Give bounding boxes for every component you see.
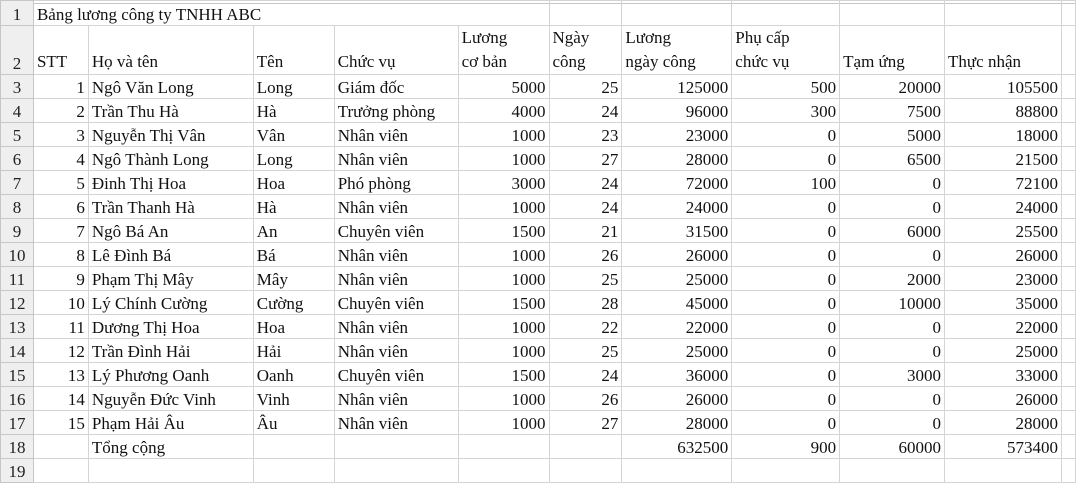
cell[interactable] xyxy=(549,1,622,26)
cell-stt[interactable]: 10 xyxy=(33,291,88,315)
table-row xyxy=(1,363,1076,387)
cell[interactable] xyxy=(1061,75,1075,99)
cell-ngay-cong[interactable]: 27 xyxy=(549,411,622,435)
row-header[interactable]: 13 xyxy=(1,315,34,339)
table-row xyxy=(1,291,1076,315)
header-ten[interactable]: Tên xyxy=(253,26,334,75)
cell-phu-cap[interactable]: 0 xyxy=(732,147,840,171)
cell-thuc-nhan[interactable]: 105500 xyxy=(945,75,1062,99)
cell-tam-ung[interactable]: 10000 xyxy=(840,291,945,315)
cell-luong-ngay-cong[interactable]: 23000 xyxy=(622,123,732,147)
table-row xyxy=(1,99,1076,123)
cell-chuc-vu[interactable]: Nhân viên xyxy=(334,387,458,411)
cell-ten[interactable]: Hà xyxy=(253,99,334,123)
cell-tam-ung[interactable]: 7500 xyxy=(840,99,945,123)
empty-row xyxy=(1,459,1076,483)
cell-phu-cap[interactable]: 0 xyxy=(732,123,840,147)
cell-ho-va-ten[interactable]: Lê Đình Bá xyxy=(88,243,253,267)
cell-tam-ung[interactable]: 0 xyxy=(840,411,945,435)
header-ngay-cong[interactable] xyxy=(549,26,622,75)
cell-ho-va-ten[interactable]: Lý Chính Cường xyxy=(88,291,253,315)
cell[interactable] xyxy=(1061,147,1075,171)
cell-luong-ngay-cong[interactable]: 26000 xyxy=(622,243,732,267)
table-row xyxy=(1,195,1076,219)
cell-ho-va-ten[interactable]: Trần Thu Hà xyxy=(88,99,253,123)
row-header[interactable]: 4 xyxy=(1,99,34,123)
row-header[interactable]: 18 xyxy=(1,435,34,459)
cell[interactable] xyxy=(1061,411,1075,435)
cell-thuc-nhan[interactable]: 21500 xyxy=(945,147,1062,171)
cell[interactable] xyxy=(549,435,622,459)
cell[interactable] xyxy=(1061,195,1075,219)
cell[interactable] xyxy=(1061,267,1075,291)
cell-luong-ngay-cong[interactable]: 45000 xyxy=(622,291,732,315)
cell[interactable] xyxy=(732,459,840,483)
cell-tam-ung[interactable]: 0 xyxy=(840,387,945,411)
cell-phu-cap[interactable]: 100 xyxy=(732,171,840,195)
cell-stt[interactable]: 11 xyxy=(33,315,88,339)
cell-chuc-vu[interactable]: Chuyên viên xyxy=(334,291,458,315)
cell[interactable] xyxy=(1061,123,1075,147)
cell-thuc-nhan[interactable]: 35000 xyxy=(945,291,1062,315)
row-header[interactable]: 15 xyxy=(1,363,34,387)
row-header[interactable]: 10 xyxy=(1,243,34,267)
cell-ten[interactable]: Hải xyxy=(253,339,334,363)
cell-phu-cap[interactable]: 500 xyxy=(732,75,840,99)
cell-tam-ung[interactable]: 6000 xyxy=(840,219,945,243)
cell-ten[interactable]: Hà xyxy=(253,195,334,219)
table-row xyxy=(1,267,1076,291)
cell-stt[interactable]: 6 xyxy=(33,195,88,219)
cell-thuc-nhan[interactable]: 28000 xyxy=(945,411,1062,435)
row-header[interactable]: 17 xyxy=(1,411,34,435)
header-ho-va-ten[interactable]: Họ và tên xyxy=(88,26,253,75)
cell-tam-ung[interactable]: 2000 xyxy=(840,267,945,291)
cell-ho-va-ten[interactable]: Nguyễn Thị Vân xyxy=(88,123,253,147)
cell-stt[interactable]: 15 xyxy=(33,411,88,435)
cell-chuc-vu[interactable]: Chuyên viên xyxy=(334,219,458,243)
header-line: chức vụ xyxy=(735,52,790,71)
cell-stt[interactable]: 1 xyxy=(33,75,88,99)
cell-ten[interactable]: An xyxy=(253,219,334,243)
cell-ho-va-ten[interactable]: Trần Thanh Hà xyxy=(88,195,253,219)
table-row xyxy=(1,147,1076,171)
cell-stt[interactable]: 14 xyxy=(33,387,88,411)
cell-ten[interactable]: Long xyxy=(253,75,334,99)
cell-stt[interactable]: 3 xyxy=(33,123,88,147)
cell-stt[interactable]: 13 xyxy=(33,363,88,387)
row-header[interactable]: 14 xyxy=(1,339,34,363)
cell-tam-ung[interactable]: 0 xyxy=(840,243,945,267)
cell-stt[interactable]: 7 xyxy=(33,219,88,243)
cell-luong-ngay-cong[interactable]: 26000 xyxy=(622,387,732,411)
row-header[interactable]: 9 xyxy=(1,219,34,243)
cell-ho-va-ten[interactable]: Trần Đình Hải xyxy=(88,339,253,363)
cell-chuc-vu[interactable]: Giám đốc xyxy=(334,75,458,99)
cell[interactable] xyxy=(1061,243,1075,267)
cell-ho-va-ten[interactable]: Ngô Văn Long xyxy=(88,75,253,99)
row-2-headers xyxy=(1,26,1076,75)
cell-ngay-cong[interactable]: 28 xyxy=(549,291,622,315)
cell-luong-co-ban[interactable]: 3000 xyxy=(458,171,549,195)
cell[interactable] xyxy=(622,1,732,26)
cell-ngay-cong[interactable]: 24 xyxy=(549,195,622,219)
cell-phu-cap[interactable]: 0 xyxy=(732,339,840,363)
cell-ngay-cong[interactable]: 25 xyxy=(549,75,622,99)
row-header[interactable]: 3 xyxy=(1,75,34,99)
cell-chuc-vu[interactable]: Nhân viên xyxy=(334,267,458,291)
cell-ten[interactable]: Mây xyxy=(253,267,334,291)
cell[interactable] xyxy=(1061,363,1075,387)
cell-luong-ngay-cong[interactable]: 125000 xyxy=(622,75,732,99)
cell-ten[interactable]: Âu xyxy=(253,411,334,435)
cell-luong-ngay-cong[interactable]: 28000 xyxy=(622,147,732,171)
cell[interactable] xyxy=(1061,99,1075,123)
table-row xyxy=(1,219,1076,243)
cell[interactable] xyxy=(334,435,458,459)
cell-ho-va-ten[interactable]: Đinh Thị Hoa xyxy=(88,171,253,195)
cell[interactable] xyxy=(458,459,549,483)
cell-luong-co-ban[interactable]: 5000 xyxy=(458,75,549,99)
cell-luong-co-ban[interactable]: 1000 xyxy=(458,411,549,435)
cell-phu-cap[interactable]: 0 xyxy=(732,243,840,267)
cell-luong-co-ban[interactable]: 1000 xyxy=(458,267,549,291)
cell[interactable] xyxy=(458,1,549,26)
cell-luong-co-ban[interactable]: 1000 xyxy=(458,387,549,411)
cell-ngay-cong[interactable]: 25 xyxy=(549,339,622,363)
cell-thuc-nhan[interactable]: 33000 xyxy=(945,363,1062,387)
cell[interactable] xyxy=(253,459,334,483)
cell-ho-va-ten[interactable]: Ngô Bá An xyxy=(88,219,253,243)
cell-luong-co-ban[interactable]: 1000 xyxy=(458,123,549,147)
cell-thuc-nhan[interactable]: 18000 xyxy=(945,123,1062,147)
cell-phu-cap[interactable]: 0 xyxy=(732,267,840,291)
table-row xyxy=(1,387,1076,411)
cell-ho-va-ten[interactable]: Dương Thị Hoa xyxy=(88,315,253,339)
header-line: công xyxy=(552,52,586,71)
cell-ten[interactable]: Long xyxy=(253,147,334,171)
header-line: ngày công xyxy=(625,52,696,71)
cell-luong-ngay-cong[interactable]: 25000 xyxy=(622,267,732,291)
row-header[interactable]: 12 xyxy=(1,291,34,315)
cell[interactable] xyxy=(1061,291,1075,315)
table-row xyxy=(1,411,1076,435)
sheet-title-cell[interactable]: Bảng lương công ty TNHH ABC xyxy=(33,1,458,26)
cell-ngay-cong[interactable]: 21 xyxy=(549,219,622,243)
cell-phu-cap[interactable]: 0 xyxy=(732,411,840,435)
cell-thuc-nhan[interactable]: 22000 xyxy=(945,315,1062,339)
total-phu-cap[interactable]: 900 xyxy=(732,435,840,459)
cell-chuc-vu[interactable]: Nhân viên xyxy=(334,123,458,147)
cell-thuc-nhan[interactable]: 23000 xyxy=(945,267,1062,291)
cell-luong-co-ban[interactable]: 1000 xyxy=(458,195,549,219)
cell-phu-cap[interactable]: 0 xyxy=(732,387,840,411)
row-header[interactable]: 16 xyxy=(1,387,34,411)
cell-stt[interactable]: 12 xyxy=(33,339,88,363)
cell-luong-co-ban[interactable]: 1000 xyxy=(458,243,549,267)
cell-tam-ung[interactable]: 3000 xyxy=(840,363,945,387)
cell-ten[interactable]: Hoa xyxy=(253,171,334,195)
cell-phu-cap[interactable]: 300 xyxy=(732,99,840,123)
cell[interactable] xyxy=(1061,339,1075,363)
cell-chuc-vu[interactable]: Nhân viên xyxy=(334,147,458,171)
cell-chuc-vu[interactable]: Nhân viên xyxy=(334,339,458,363)
cell-thuc-nhan[interactable]: 25500 xyxy=(945,219,1062,243)
cell-chuc-vu[interactable]: Nhân viên xyxy=(334,411,458,435)
cell-ngay-cong[interactable]: 26 xyxy=(549,243,622,267)
row-header[interactable]: 2 xyxy=(1,26,34,75)
totals-row xyxy=(1,435,1076,459)
row-header[interactable]: 11 xyxy=(1,267,34,291)
table-row xyxy=(1,339,1076,363)
cell[interactable] xyxy=(1061,387,1075,411)
cell-luong-ngay-cong[interactable]: 96000 xyxy=(622,99,732,123)
cell-stt[interactable]: 5 xyxy=(33,171,88,195)
total-thuc-nhan[interactable]: 573400 xyxy=(945,435,1062,459)
row-header[interactable]: 7 xyxy=(1,171,34,195)
cell[interactable] xyxy=(732,1,840,26)
cell[interactable] xyxy=(1061,171,1075,195)
header-line: cơ bản xyxy=(461,52,507,71)
cell-luong-ngay-cong[interactable]: 72000 xyxy=(622,171,732,195)
cell-luong-ngay-cong[interactable]: 25000 xyxy=(622,339,732,363)
cell[interactable] xyxy=(1061,435,1075,459)
cell-thuc-nhan[interactable]: 88800 xyxy=(945,99,1062,123)
cell-tam-ung[interactable]: 0 xyxy=(840,339,945,363)
row-header[interactable]: 6 xyxy=(1,147,34,171)
cell-ngay-cong[interactable]: 25 xyxy=(549,267,622,291)
cell-chuc-vu[interactable]: Phó phòng xyxy=(334,171,458,195)
table-row xyxy=(1,75,1076,99)
header-line: Ngày xyxy=(552,28,590,47)
cell-tam-ung[interactable]: 6500 xyxy=(840,147,945,171)
cell[interactable] xyxy=(945,1,1062,26)
cell-stt[interactable]: 2 xyxy=(33,99,88,123)
cell-phu-cap[interactable]: 0 xyxy=(732,195,840,219)
cell-thuc-nhan[interactable]: 24000 xyxy=(945,195,1062,219)
cell-luong-ngay-cong[interactable]: 28000 xyxy=(622,411,732,435)
cell-ngay-cong[interactable]: 22 xyxy=(549,315,622,339)
total-luong-ngay-cong[interactable]: 632500 xyxy=(622,435,732,459)
table-row xyxy=(1,243,1076,267)
cell-luong-ngay-cong[interactable]: 22000 xyxy=(622,315,732,339)
cell-stt[interactable]: 4 xyxy=(33,147,88,171)
row-header[interactable]: 8 xyxy=(1,195,34,219)
cell-ten[interactable]: Bá xyxy=(253,243,334,267)
cell-chuc-vu[interactable]: Nhân viên xyxy=(334,195,458,219)
cell-luong-co-ban[interactable]: 1500 xyxy=(458,291,549,315)
total-tam-ung[interactable]: 60000 xyxy=(840,435,945,459)
cell-phu-cap[interactable]: 0 xyxy=(732,315,840,339)
cell-ten[interactable]: Oanh xyxy=(253,363,334,387)
table-row xyxy=(1,315,1076,339)
cell-thuc-nhan[interactable]: 26000 xyxy=(945,387,1062,411)
cell-phu-cap[interactable]: 0 xyxy=(732,291,840,315)
header-luong-co-ban[interactable] xyxy=(458,26,549,75)
cell-luong-ngay-cong[interactable]: 36000 xyxy=(622,363,732,387)
cell-ten[interactable]: Hoa xyxy=(253,315,334,339)
header-tam-ung[interactable]: Tạm ứng xyxy=(840,26,945,75)
cell-luong-ngay-cong[interactable]: 31500 xyxy=(622,219,732,243)
cell-ho-va-ten[interactable]: Ngô Thành Long xyxy=(88,147,253,171)
row-header[interactable]: 1 xyxy=(1,1,34,26)
cell-luong-co-ban[interactable]: 1000 xyxy=(458,315,549,339)
cell-ngay-cong[interactable]: 24 xyxy=(549,99,622,123)
cell[interactable] xyxy=(33,435,88,459)
cell-luong-co-ban[interactable]: 1500 xyxy=(458,219,549,243)
cell-luong-co-ban[interactable]: 1500 xyxy=(458,363,549,387)
row-1 xyxy=(1,1,1076,26)
header-luong-ngay-cong[interactable] xyxy=(622,26,732,75)
cell-thuc-nhan[interactable]: 26000 xyxy=(945,243,1062,267)
row-header[interactable]: 5 xyxy=(1,123,34,147)
cell[interactable] xyxy=(253,435,334,459)
cell[interactable] xyxy=(622,459,732,483)
cell[interactable] xyxy=(1061,26,1075,75)
header-line: Phụ cấp xyxy=(735,28,790,47)
table-row xyxy=(1,171,1076,195)
cell-ho-va-ten[interactable]: Phạm Thị Mây xyxy=(88,267,253,291)
cell-chuc-vu[interactable]: Nhân viên xyxy=(334,243,458,267)
cell-ho-va-ten[interactable]: Lý Phương Oanh xyxy=(88,363,253,387)
cell-tam-ung[interactable]: 0 xyxy=(840,171,945,195)
cell[interactable] xyxy=(334,459,458,483)
header-chuc-vu[interactable]: Chức vụ xyxy=(334,26,458,75)
totals-label[interactable]: Tổng cộng xyxy=(88,435,253,459)
cell[interactable] xyxy=(458,435,549,459)
cell[interactable] xyxy=(945,459,1062,483)
cell-phu-cap[interactable]: 0 xyxy=(732,363,840,387)
header-line: Lương xyxy=(625,28,671,47)
cell-ngay-cong[interactable]: 26 xyxy=(549,387,622,411)
cell-chuc-vu[interactable]: Trưởng phòng xyxy=(334,99,458,123)
row-header[interactable]: 19 xyxy=(1,459,34,483)
cell-tam-ung[interactable]: 0 xyxy=(840,315,945,339)
cell-stt[interactable]: 9 xyxy=(33,267,88,291)
cell-tam-ung[interactable]: 20000 xyxy=(840,75,945,99)
cell[interactable] xyxy=(840,1,945,26)
cell-ten[interactable]: Vân xyxy=(253,123,334,147)
cell-ngay-cong[interactable]: 23 xyxy=(549,123,622,147)
cell[interactable] xyxy=(1061,315,1075,339)
header-thuc-nhan[interactable]: Thực nhận xyxy=(945,26,1062,75)
cell-ten[interactable]: Cường xyxy=(253,291,334,315)
cell-chuc-vu[interactable]: Chuyên viên xyxy=(334,363,458,387)
cell-tam-ung[interactable]: 0 xyxy=(840,195,945,219)
cell-luong-co-ban[interactable]: 1000 xyxy=(458,147,549,171)
header-line: Lương xyxy=(461,28,508,47)
header-phu-cap[interactable] xyxy=(732,26,840,75)
cell-ngay-cong[interactable]: 27 xyxy=(549,147,622,171)
cell-luong-ngay-cong[interactable]: 24000 xyxy=(622,195,732,219)
cell-ho-va-ten[interactable]: Phạm Hải Âu xyxy=(88,411,253,435)
cell-ho-va-ten[interactable]: Nguyễn Đức Vinh xyxy=(88,387,253,411)
cell-ten[interactable]: Vinh xyxy=(253,387,334,411)
table-row xyxy=(1,123,1076,147)
cell-ngay-cong[interactable]: 24 xyxy=(549,363,622,387)
cell[interactable] xyxy=(1061,1,1075,26)
cell[interactable] xyxy=(88,459,253,483)
cell-chuc-vu[interactable]: Nhân viên xyxy=(334,315,458,339)
cell-ngay-cong[interactable]: 24 xyxy=(549,171,622,195)
cell[interactable] xyxy=(1061,219,1075,243)
cell-thuc-nhan[interactable]: 72100 xyxy=(945,171,1062,195)
cell-phu-cap[interactable]: 0 xyxy=(732,219,840,243)
cell-luong-co-ban[interactable]: 1000 xyxy=(458,339,549,363)
cell-luong-co-ban[interactable]: 4000 xyxy=(458,99,549,123)
cell[interactable] xyxy=(33,459,88,483)
cell-tam-ung[interactable]: 5000 xyxy=(840,123,945,147)
cell[interactable] xyxy=(840,459,945,483)
cell-stt[interactable]: 8 xyxy=(33,243,88,267)
cell[interactable] xyxy=(549,459,622,483)
header-stt[interactable]: STT xyxy=(33,26,88,75)
cell-thuc-nhan[interactable]: 25000 xyxy=(945,339,1062,363)
cell[interactable] xyxy=(1061,459,1075,483)
